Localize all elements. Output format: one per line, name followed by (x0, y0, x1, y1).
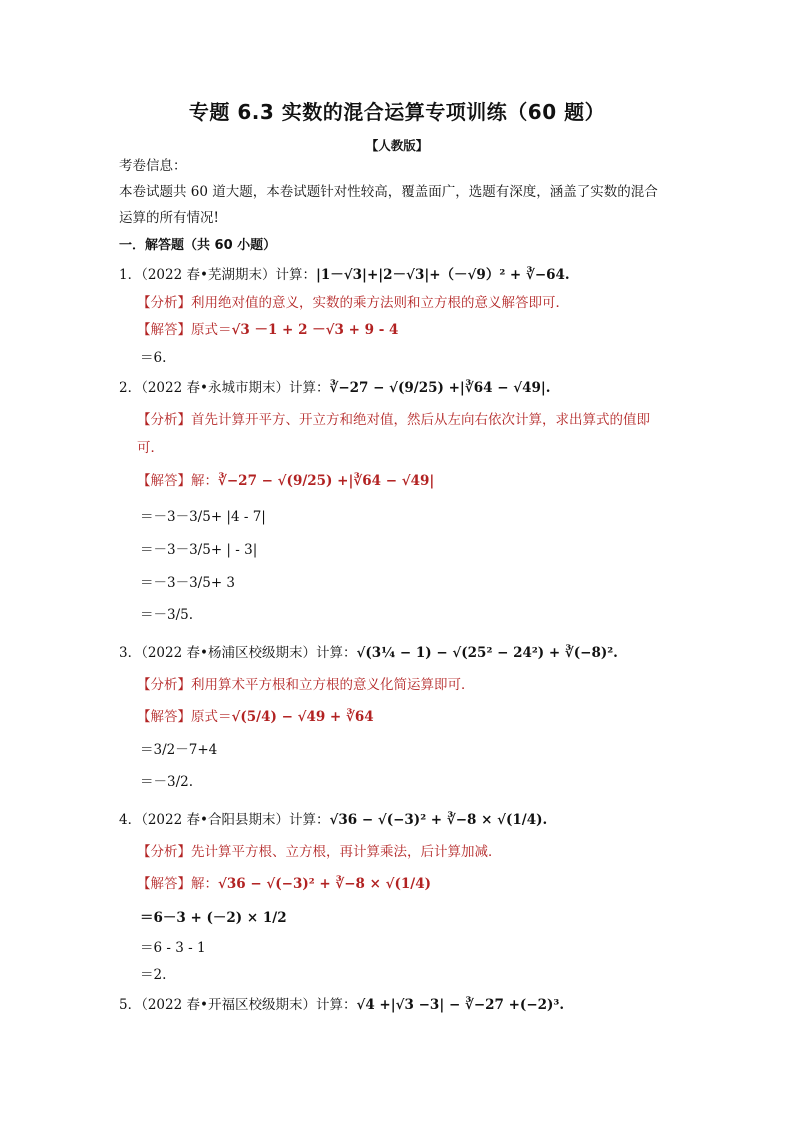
problem-expression: |1－√3|+|2－√3|+（－√9）² + ∛−64. (315, 267, 570, 283)
solution-step: ＝6. (140, 350, 167, 366)
solution-step: ＝－3－3/5+ |4 - 7| (140, 509, 266, 525)
analysis-text: 首先计算开平方、开立方和绝对值，然后从左向右依次计算，求出算式的值即 (191, 412, 650, 428)
solution-head: √3 －1 + 2 －√3 + 9 - 4 (231, 322, 399, 338)
answer-tag: 【解答】 (137, 322, 191, 338)
solution-step: ＝－3/5. (140, 607, 194, 623)
solution-step: ＝6 - 3 - 1 (140, 940, 206, 956)
problem-2 (119, 378, 550, 398)
page-title: 专题 6.3 实数的混合运算专项训练（60 题） (188, 100, 606, 124)
analysis-4 (137, 842, 502, 862)
solution-step: ＝－3－3/5+ 3 (140, 575, 236, 591)
answer-tag: 【解答】 (137, 473, 191, 489)
analysis-tag: 【分析】 (137, 295, 191, 311)
problem-source: （2022 春•永城市期末）计算： (141, 380, 330, 396)
problem-4 (119, 810, 547, 830)
analysis-2-cont (137, 438, 164, 458)
section-heading: 一．解答题（共 60 小题） (119, 238, 277, 253)
solution-head: √(5/4) − √49 + ∛64 (231, 709, 374, 725)
page-subtitle: 【人教版】 (365, 138, 429, 153)
problem-3 (119, 643, 618, 663)
analysis-tag: 【分析】 (137, 844, 191, 860)
analysis-tag: 【分析】 (137, 677, 191, 693)
info-label: 考卷信息： (119, 158, 187, 174)
problem-number: 1． (119, 267, 142, 283)
problem-source: （2022 春•芜湖期末）计算： (141, 267, 316, 283)
analysis-3 (137, 675, 475, 695)
problem-number: 2． (119, 380, 142, 396)
solution-2 (137, 471, 434, 491)
analysis-2 (137, 410, 650, 430)
problem-5 (119, 995, 564, 1015)
solve-label: 原式＝ (191, 322, 232, 338)
analysis-1 (137, 293, 569, 313)
solution-head: ∛−27 − √(9/25) +|∛64 − √49| (218, 473, 435, 489)
problem-source: （2022 春•合阳县期末）计算： (141, 812, 330, 828)
solve-label: 解： (191, 876, 218, 892)
problem-number: 4． (119, 812, 142, 828)
analysis-tag: 【分析】 (137, 412, 191, 428)
solution-step: ＝2. (140, 967, 167, 983)
solution-1 (137, 320, 398, 340)
solve-label: 原式＝ (191, 709, 232, 725)
problem-expression: √36 − √(−3)² + ∛−8 × √(1/4). (329, 812, 548, 828)
solution-step: ＝－3/2. (140, 774, 194, 790)
analysis-text: 利用绝对值的意义，实数的乘方法则和立方根的意义解答即可． (191, 295, 569, 311)
info-line-1: 本卷试题共 60 道大题，本卷试题针对性较高，覆盖面广，选题有深度，涵盖了实数的混合 (119, 184, 658, 200)
solution-3 (137, 707, 374, 727)
problem-expression: √4 +|√3 −3| − ∛−27 +(−2)³. (356, 997, 565, 1013)
solution-4 (137, 874, 431, 894)
problem-number: 5． (119, 997, 142, 1013)
analysis-text: 利用算术平方根和立方根的意义化简运算即可． (191, 677, 475, 693)
problem-expression: ∛−27 − √(9/25) +|∛64 − √49|. (329, 380, 551, 396)
solution-step: ＝6－3 + (－2) × 1/2 (140, 910, 287, 926)
answer-tag: 【解答】 (137, 876, 191, 892)
problem-number: 3． (119, 645, 142, 661)
problem-source: （2022 春•开福区校级期末）计算： (141, 997, 357, 1013)
problem-1 (119, 265, 570, 285)
info-line-2: 运算的所有情况! (119, 210, 219, 226)
problem-expression: √(3¼ − 1) − √(25² − 24²) + ∛(−8)². (356, 645, 618, 661)
analysis-text: 先计算平方根、立方根，再计算乘法，后计算加减． (191, 844, 502, 860)
analysis-text: 可． (137, 440, 164, 456)
solution-step: ＝3/2－7+4 (140, 742, 218, 758)
solution-step: ＝－3－3/5+ | - 3| (140, 542, 258, 558)
problem-source: （2022 春•杨浦区校级期末）计算： (141, 645, 357, 661)
answer-tag: 【解答】 (137, 709, 191, 725)
solution-head: √36 − √(−3)² + ∛−8 × √(1/4) (218, 876, 432, 892)
solve-label: 解： (191, 473, 218, 489)
